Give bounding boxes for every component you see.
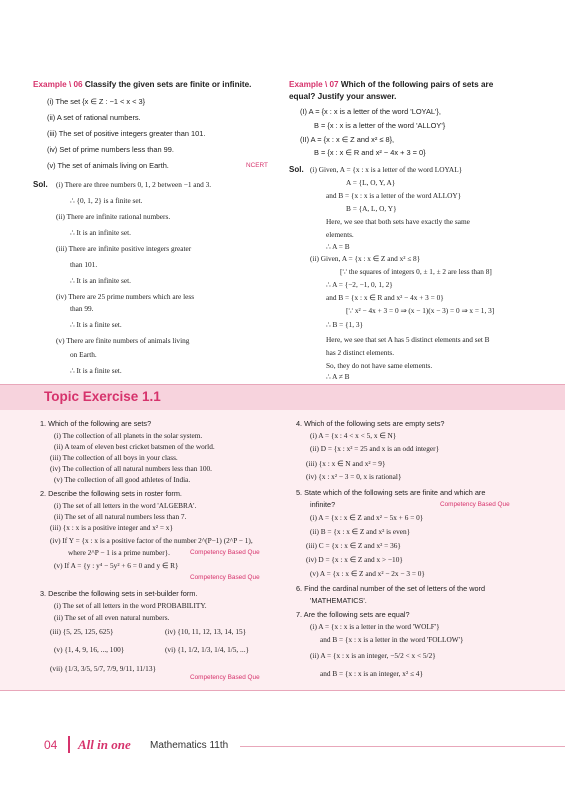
example6-sol-line-12: on Earth. (70, 350, 97, 359)
exercise-q1-v: (v) The collection of all good athletes of India. (54, 475, 191, 484)
example6-sol-line-9: than 99. (70, 304, 94, 313)
example6-title: Classify the given sets are finite or infinite. (84, 80, 252, 89)
example6-sol-line-7: ∴ It is an infinite set. (70, 276, 131, 285)
exercise-q2-iv-cont: where 2^P − 1 is a prime number}. (68, 548, 170, 557)
cbq-tag-2: Competency Based Que (190, 574, 260, 581)
exercise-q5-iii: (iii) C = {x : x ∈ Z and x² = 36} (306, 541, 401, 550)
page-number: 04 (44, 738, 58, 752)
example6-sol-line-11: (v) There are finite numbers of animals living (56, 336, 190, 345)
exercise-q7-i-cont: and B = {x : x is a letter in the word 'FOLLOW'} (320, 635, 464, 644)
example7-item-4: B = {x : x ∈ R and x² − 4x + 3 = 0} (314, 148, 426, 157)
divider-top (0, 384, 565, 385)
example7-sol-line-2: A = {L, O, Y, A} (346, 178, 396, 187)
exercise-q7-i: (i) A = {x : x is a letter in the word 'WOLF'} (310, 622, 440, 631)
exercise-q4: 4. Which of the following sets are empty sets? (296, 419, 445, 428)
example6-item-3: (iii) The set of positive integers greater than 101. (47, 129, 206, 138)
exercise-q2-iv: (iv) If Y = {x : x is a positive factor of the number 2^(P−1) (2^P − 1), (50, 536, 253, 545)
example6-sol-line-8: (iv) There are 25 prime numbers which are less (56, 292, 195, 301)
example6-item-2: (ii) A set of rational numbers. (47, 113, 141, 122)
exercise-q4-i: (i) A = {x : 4 < x < 5, x ∈ N} (310, 431, 397, 440)
example7-heading (289, 80, 493, 89)
cbq-tag-4: Competency Based Que (440, 501, 510, 508)
exercise-q3-vii: (vii) {1/3, 3/5, 5/7, 7/9, 9/11, 11/13} (50, 664, 156, 673)
example6-sol-line-1: (i) There are three numbers 0, 1, 2 between −1 and 3. (56, 180, 212, 189)
example7-sol-line-11: and B = {x : x ∈ R and x² − 4x + 3 = 0} (326, 293, 444, 302)
example7-sol-line-1: (i) Given, A = {x : x is a letter of the word LOYAL} (310, 165, 463, 174)
footer-rule (240, 746, 565, 747)
exercise-q3-ii: (ii) The set of all even natural numbers. (54, 613, 170, 622)
example6-sol-line-13: ∴ It is a finite set. (70, 366, 122, 375)
example7-item-3: (II) A = {x : x ∈ Z and x² ≤ 8}, (300, 135, 395, 144)
example7-label: Example \ 07 (289, 80, 339, 89)
footer-separator (68, 736, 70, 753)
exercise-q4-iv: (iv) {x : x² − 3 = 0, x is rational} (306, 472, 402, 481)
example7-sol-line-9: [∵ the squares of integers 0, ± 1, ± 2 are less than 8] (340, 267, 492, 276)
exercise-q6: 6. Find the cardinal number of the set of letters of the word (296, 584, 486, 593)
exercise-q5-iv: (iv) D = {x : x ∈ Z and x > −10} (306, 555, 403, 564)
exercise-q1-i: (i) The collection of all planets in the solar system. (54, 431, 203, 440)
example7-sol-line-14: Here, we see that set A has 5 distinct elements and set B (326, 335, 490, 344)
example7-title-1: Which of the following pairs of sets are (340, 80, 494, 89)
topic-exercise-title: Topic Exercise 1.1 (44, 389, 161, 404)
exercise-q7: 7. Are the following sets are equal? (296, 610, 410, 619)
exercise-q6-cont: 'MATHEMATICS'. (310, 596, 367, 605)
exercise-q5-cont: infinite? (310, 500, 336, 509)
example7-item-2: B = {x : x is a letter of the word 'ALLOY'} (314, 121, 446, 130)
exercise-q2: 2. Describe the following sets in roster form. (40, 489, 182, 498)
exercise-q5: 5. State which of the following sets are finite and which are (296, 488, 486, 497)
example7-sol-line-13: ∴ B = {1, 3} (326, 320, 364, 329)
brand-logo: All in one (78, 737, 131, 752)
example7-sol-line-12: [∵ x² − 4x + 3 = 0 ⇒ (x − 1)(x − 3) = 0 ⇒ x = 1, 3] (346, 306, 495, 315)
exercise-q5-ii: (ii) B = {x : x ∈ Z and x² is even} (310, 527, 411, 536)
exercise-q2-v: (v) If A = {y : y⁴ − 5y² + 6 = 0 and y ∈ R} (54, 561, 179, 570)
example7-sol-line-8: (ii) Given, A = {x : x ∈ Z and x² ≤ 8} (310, 254, 421, 263)
exercise-q4-ii: (ii) D = {x : x² = 25 and x is an odd integer} (310, 444, 440, 453)
footer-subject: Mathematics 11th (150, 740, 229, 751)
example6-label: Example \ 06 (33, 80, 83, 89)
example6-sol-label: Sol. (33, 180, 48, 189)
example6-item-4: (iv) Set of prime numbers less than 99. (47, 145, 174, 154)
exercise-q2-i: (i) The set of all letters in the word 'ALGEBRA'. (54, 501, 197, 510)
example7-sol-line-5: Here, we see that both sets have exactly the same (326, 217, 470, 226)
exercise-q2-ii: (ii) The set of all natural numbers less than 7. (54, 512, 187, 521)
example7-sol-line-17: ∴ A ≠ B (326, 372, 350, 381)
example6-sol-line-3: (ii) There are infinite rational numbers. (56, 212, 171, 221)
exercise-q1-iii: (iii) The collection of all boys in your class. (50, 453, 178, 462)
cbq-tag-3: Competency Based Que (190, 674, 260, 681)
divider-bottom (0, 690, 565, 691)
exercise-q3-iv: (iv) {10, 11, 12, 13, 14, 15} (165, 627, 247, 636)
cbq-tag-1: Competency Based Que (190, 549, 260, 556)
example6-sol-line-10: ∴ It is a finite set. (70, 320, 122, 329)
exercise-q3-v: (v) {1, 4, 9, 16, ..., 100} (54, 645, 125, 654)
exercise-q3: 3. Describe the following sets in set-builder form. (40, 589, 198, 598)
example7-sol-line-15: has 2 distinct elements. (326, 348, 395, 357)
example7-sol-line-3: and B = {x : x is a letter of the word ALLOY} (326, 191, 462, 200)
exercise-q1: 1. Which of the following are sets? (40, 419, 152, 428)
exercise-q1-ii: (ii) A team of eleven best cricket batsmen of the world. (54, 442, 215, 451)
exercise-q7-ii-cont: and B = {x : x is an integer, x² ≤ 4} (320, 669, 423, 678)
exercise-q5-i: (i) A = {x : x ∈ Z and x² − 5x + 6 = 0} (310, 513, 424, 522)
example6-sol-line-4: ∴ It is an infinite set. (70, 228, 131, 237)
example7-sol-line-10: ∴ A = {−2, −1, 0, 1, 2} (326, 280, 393, 289)
example7-sol-line-7: ∴ A = B (326, 242, 350, 251)
example7-sol-line-16: So, they do not have same elements. (326, 361, 433, 370)
example6-sol-line-2: ∴ {0, 1, 2} is a finite set. (70, 196, 143, 205)
example6-sol-line-6: than 101. (70, 260, 98, 269)
exercise-q5-v: (v) A = {x : x ∈ Z and x² − 2x − 3 = 0} (310, 569, 425, 578)
example6-sol-line-5: (iii) There are infinite positive integers greater (56, 244, 192, 253)
exercise-q1-iv: (iv) The collection of all natural numbers less than 100. (50, 464, 212, 473)
example6-heading (33, 80, 251, 89)
example7-title-2: equal? Justify your answer. (289, 92, 397, 101)
example6-item-1: (i) The set {x ∈ Z : −1 < x < 3} (47, 97, 146, 106)
example7-item-1: (I) A = {x : x is a letter of the word 'LOYAL'}, (300, 107, 441, 116)
example7-sol-label: Sol. (289, 165, 304, 174)
exercise-q2-iii: (iii) {x : x is a positive integer and x² = x} (50, 523, 173, 532)
example6-item-5: (v) The set of animals living on Earth. (47, 161, 169, 170)
example7-sol-line-4: B = {A, L, O, Y} (346, 204, 397, 213)
exercise-q4-iii: (iii) {x : x ∈ N and x² = 9} (306, 459, 386, 468)
exercise-q3-i: (i) The set of all letters in the word PROBABILITY. (54, 601, 207, 610)
example7-sol-line-6: elements. (326, 230, 354, 239)
ncert-tag: NCERT (246, 162, 268, 169)
exercise-q3-iii: (iii) {5, 25, 125, 625} (50, 627, 114, 636)
exercise-q7-ii: (ii) A = {x : x is an integer, −5/2 < x < 5/2} (310, 651, 436, 660)
exercise-q3-vi: (vi) {1, 1/2, 1/3, 1/4, 1/5, ...} (165, 645, 250, 654)
